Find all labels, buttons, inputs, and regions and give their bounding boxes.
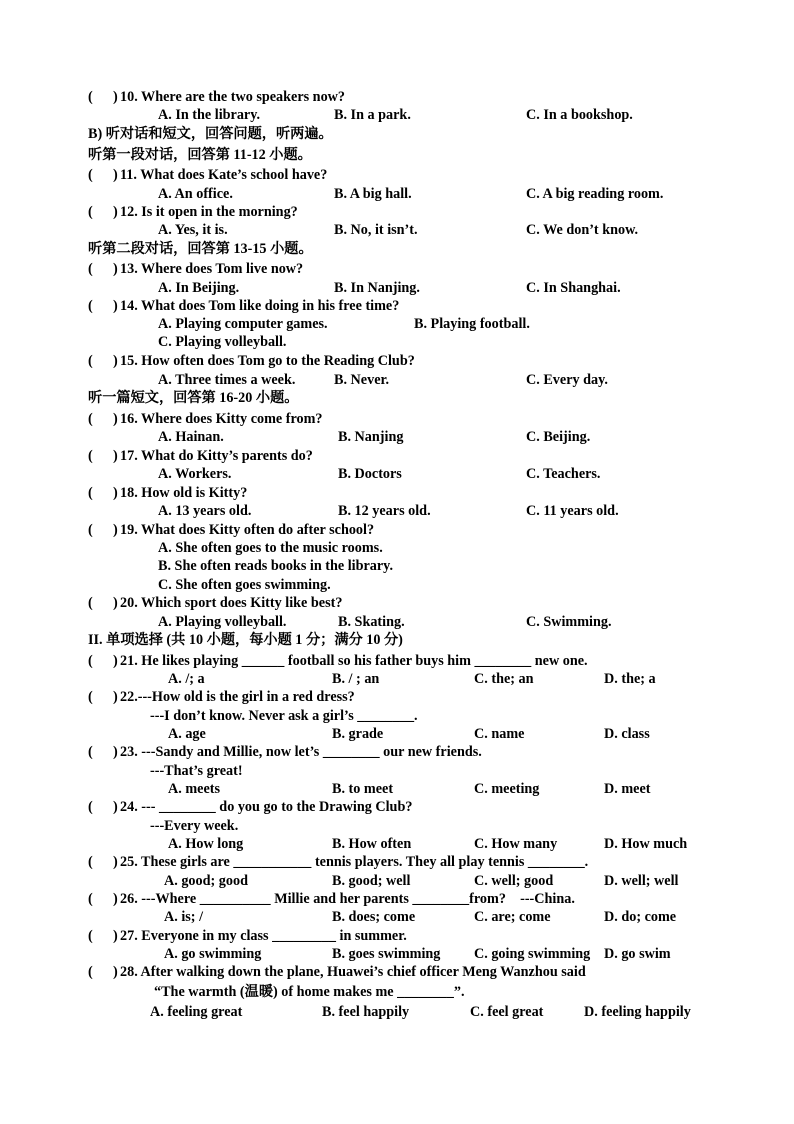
q19-option-b: B. She often reads books in the library. <box>158 558 394 574</box>
q18-option-a: A. 13 years old. <box>158 503 252 519</box>
q11-option-c: C. A big reading room. <box>526 186 664 202</box>
q23-option-c: C. meeting <box>474 781 540 797</box>
question-10-stem: 10. Where are the two speakers now? <box>120 89 346 105</box>
question-23-reply: ---That’s great! <box>150 763 243 779</box>
q23-option-d: D. meet <box>604 781 651 797</box>
paren-close-27: ) <box>113 928 118 944</box>
answer-paren-17[interactable]: ( <box>88 448 93 464</box>
q17-option-b: B. Doctors <box>338 466 402 482</box>
section-b-heading: B) 听对话和短文，回答问题，听两遍。 <box>88 126 333 142</box>
question-23-stem: 23. ---Sandy and Millie, now let’s ________ our new friends. <box>120 744 482 760</box>
q28-option-d: D. feeling happily <box>584 1004 691 1020</box>
paren-close-26: ) <box>113 891 118 907</box>
q24-option-b: B. How often <box>332 836 412 852</box>
q14-option-b: B. Playing football. <box>414 316 530 332</box>
q20-option-b: B. Skating. <box>338 614 405 630</box>
q28-option-a: A. feeling great <box>150 1004 243 1020</box>
q21-option-c: C. the; an <box>474 671 534 687</box>
q13-option-a: A. In Beijing. <box>158 280 240 296</box>
question-21-stem: 21. He likes playing ______ football so his father buys him ________ new one. <box>120 653 588 669</box>
q13-option-c: C. In Shanghai. <box>526 280 621 296</box>
question-19-stem: 19. What does Kitty often do after school? <box>120 522 375 538</box>
q20-option-a: A. Playing volleyball. <box>158 614 287 630</box>
paren-close-20: ) <box>113 595 118 611</box>
paren-close-22: ) <box>113 689 118 705</box>
answer-paren-23[interactable]: ( <box>88 744 93 760</box>
q15-option-a: A. Three times a week. <box>158 372 296 388</box>
question-18-stem: 18. How old is Kitty? <box>120 485 248 501</box>
q27-option-b: B. goes swimming <box>332 946 441 962</box>
answer-paren-15[interactable]: ( <box>88 353 93 369</box>
dialogue-2-heading: 听第二段对话，回答第 13-15 小题。 <box>88 241 313 257</box>
q22-option-d: D. class <box>604 726 650 742</box>
answer-paren-16[interactable]: ( <box>88 411 93 427</box>
answer-paren-24[interactable]: ( <box>88 799 93 815</box>
section-2-heading: II. 单项选择 (共 10 小题，每小题 1 分；满分 10 分) <box>88 632 403 648</box>
paren-close-11: ) <box>113 167 118 183</box>
paren-close-16: ) <box>113 411 118 427</box>
passage-heading: 听一篇短文，回答第 16-20 小题。 <box>88 390 299 406</box>
paren-close-10: ) <box>113 89 118 105</box>
q22-option-b: B. grade <box>332 726 384 742</box>
q24-option-c: C. How many <box>474 836 558 852</box>
q11-option-a: A. An office. <box>158 186 233 202</box>
q26-option-b: B. does; come <box>332 909 416 925</box>
q21-option-d: D. the; a <box>604 671 656 687</box>
q24-option-d: D. How much <box>604 836 688 852</box>
question-12-stem: 12. Is it open in the morning? <box>120 204 298 220</box>
q18-option-c: C. 11 years old. <box>526 503 619 519</box>
q22-option-a: A. age <box>168 726 206 742</box>
q28-option-c: C. feel great <box>470 1004 544 1020</box>
q28-option-b: B. feel happily <box>322 1004 410 1020</box>
dialogue-1-heading: 听第一段对话，回答第 11-12 小题。 <box>88 147 312 163</box>
q25-option-c: C. well; good <box>474 873 554 889</box>
answer-paren-11[interactable]: ( <box>88 167 93 183</box>
q15-option-c: C. Every day. <box>526 372 608 388</box>
q10-option-c: C. In a bookshop. <box>526 107 633 123</box>
q14-option-a: A. Playing computer games. <box>158 316 328 332</box>
answer-paren-25[interactable]: ( <box>88 854 93 870</box>
answer-paren-22[interactable]: ( <box>88 689 93 705</box>
answer-paren-19[interactable]: ( <box>88 522 93 538</box>
question-16-stem: 16. Where does Kitty come from? <box>120 411 323 427</box>
q12-option-c: C. We don’t know. <box>526 222 639 238</box>
answer-paren-28[interactable]: ( <box>88 964 93 980</box>
q23-option-a: A. meets <box>168 781 220 797</box>
q10-option-b: B. In a park. <box>334 107 411 123</box>
q27-option-c: C. going swimming <box>474 946 591 962</box>
q16-option-a: A. Hainan. <box>158 429 224 445</box>
q25-option-a: A. good; good <box>164 873 248 889</box>
question-22-reply: ---I don’t know. Never ask a girl’s ________. <box>150 708 418 724</box>
paren-close-25: ) <box>113 854 118 870</box>
answer-paren-10[interactable]: ( <box>88 89 93 105</box>
q18-option-b: B. 12 years old. <box>338 503 431 519</box>
q19-option-a: A. She often goes to the music rooms. <box>158 540 383 556</box>
question-24-reply: ---Every week. <box>150 818 239 834</box>
q21-option-a: A. /; a <box>168 671 205 687</box>
q23-option-b: B. to meet <box>332 781 394 797</box>
question-13-stem: 13. Where does Tom live now? <box>120 261 304 277</box>
paren-close-19: ) <box>113 522 118 538</box>
answer-paren-21[interactable]: ( <box>88 653 93 669</box>
question-27-stem: 27. Everyone in my class _________ in summer. <box>120 928 407 944</box>
q24-option-a: A. How long <box>168 836 244 852</box>
q21-option-b: B. / ; an <box>332 671 380 687</box>
q27-option-a: A. go swimming <box>164 946 262 962</box>
paren-close-13: ) <box>113 261 118 277</box>
answer-paren-14[interactable]: ( <box>88 298 93 314</box>
q17-option-c: C. Teachers. <box>526 466 601 482</box>
q11-option-b: B. A big hall. <box>334 186 412 202</box>
q16-option-b: B. Nanjing <box>338 429 404 445</box>
answer-paren-27[interactable]: ( <box>88 928 93 944</box>
question-28-stem: 28. After walking down the plane, Huawei’s chief officer Meng Wanzhou said <box>120 964 586 980</box>
answer-paren-26[interactable]: ( <box>88 891 93 907</box>
question-26-stem: 26. ---Where __________ Millie and her parents ________from? ---China. <box>120 891 575 907</box>
q27-option-d: D. go swim <box>604 946 671 962</box>
q13-option-b: B. In Nanjing. <box>334 280 420 296</box>
question-15-stem: 15. How often does Tom go to the Reading Club? <box>120 353 415 369</box>
answer-paren-20[interactable]: ( <box>88 595 93 611</box>
question-24-stem: 24. --- ________ do you go to the Drawing Club? <box>120 799 413 815</box>
paren-close-14: ) <box>113 298 118 314</box>
question-14-stem: 14. What does Tom like doing in his free time? <box>120 298 400 314</box>
paren-close-24: ) <box>113 799 118 815</box>
paren-close-23: ) <box>113 744 118 760</box>
q16-option-c: C. Beijing. <box>526 429 591 445</box>
answer-paren-18[interactable]: ( <box>88 485 93 501</box>
paren-close-15: ) <box>113 353 118 369</box>
q26-option-d: D. do; come <box>604 909 677 925</box>
q22-option-c: C. name <box>474 726 525 742</box>
question-28-quote: “The warmth (温暖) of home makes me ________”. <box>154 984 465 1000</box>
q26-option-a: A. is; / <box>164 909 204 925</box>
paren-close-12: ) <box>113 204 118 220</box>
question-22-stem: 22.---How old is the girl in a red dress? <box>120 689 355 705</box>
q12-option-a: A. Yes, it is. <box>158 222 228 238</box>
q25-option-b: B. good; well <box>332 873 411 889</box>
question-17-stem: 17. What do Kitty’s parents do? <box>120 448 313 464</box>
q15-option-b: B. Never. <box>334 372 390 388</box>
answer-paren-12[interactable]: ( <box>88 204 93 220</box>
q19-option-c: C. She often goes swimming. <box>158 577 331 593</box>
question-25-stem: 25. These girls are ___________ tennis players. They all play tennis ________. <box>120 854 589 870</box>
question-11-stem: 11. What does Kate’s school have? <box>120 167 328 183</box>
question-20-stem: 20. Which sport does Kitty like best? <box>120 595 343 611</box>
q26-option-c: C. are; come <box>474 909 551 925</box>
paren-close-17: ) <box>113 448 118 464</box>
q10-option-a: A. In the library. <box>158 107 261 123</box>
paren-close-28: ) <box>113 964 118 980</box>
q14-option-c: C. Playing volleyball. <box>158 334 287 350</box>
paren-close-18: ) <box>113 485 118 501</box>
q20-option-c: C. Swimming. <box>526 614 612 630</box>
paren-close-21: ) <box>113 653 118 669</box>
answer-paren-13[interactable]: ( <box>88 261 93 277</box>
q17-option-a: A. Workers. <box>158 466 232 482</box>
q25-option-d: D. well; well <box>604 873 679 889</box>
q12-option-b: B. No, it isn’t. <box>334 222 418 238</box>
